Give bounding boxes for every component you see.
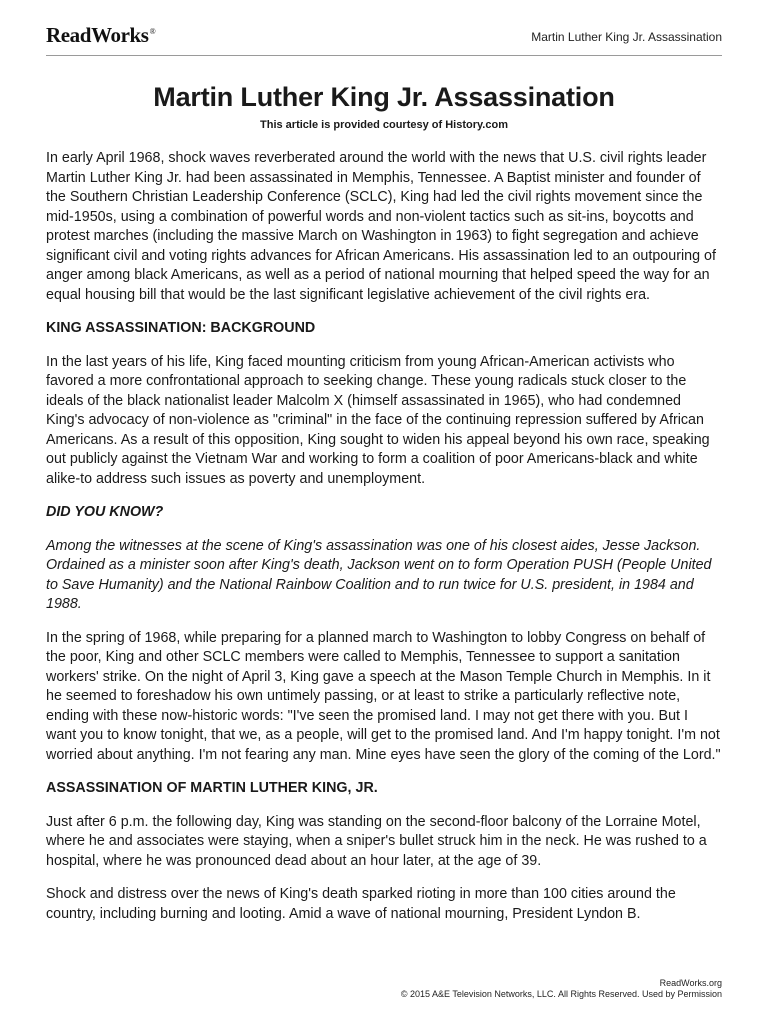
heading-background: KING ASSASSINATION: BACKGROUND (46, 320, 316, 336)
logo-text: ReadWorks (46, 23, 149, 47)
paragraph-intro: In early April 1968, shock waves reverberated around the world with the news that U.S. civil rights leader Martin Luther King Jr. had been assassinated in Memphis, Tennessee. A Baptist minister and founder of the Southern Christian Leadership Conference (SCLC), King had led the civil rights movement since the mid-1950s, using a combination of powerful words and non-violent tactics such as sit-ins, boycotts and protest marches (including the massive March on Washington in 1963) to fight segregation and achieve significant civil and voting rights advances for African Americans. His assassination led to an outpouring of anger among black Americans, as well as a period of national mourning that helped speed the way for an equal housing bill that would be the last significant legislative achievement of the civil rights era. (46, 150, 716, 303)
readworks-logo (46, 25, 155, 46)
paragraph-background: In the last years of his life, King faced mounting criticism from young African-American activists who favored a more confrontational approach to seeking change. These young radicals stuck closer to the ideals of the black nationalist leader Malcolm X (himself assassinated in 1965), who had condemned King's advocacy of non-violence as "criminal" in the face of the continuing repression suffered by African Americans. As a result of this opposition, King sought to widen his appeal beyond his own race, speaking out publicly against the Vietnam War and working to form a coalition of poor Americans-black and white alike-to address such issues as poverty and unemployment. (46, 353, 710, 487)
paragraph-aftermath: Shock and distress over the news of King's death sparked rioting in more than 100 cities around the country, including burning and looting. Amid a wave of national mourning, President Lyndon B. (46, 886, 676, 922)
registered-mark: ® (149, 27, 156, 36)
running-title: Martin Luther King Jr. Assassination (531, 30, 722, 44)
page-header (0, 0, 768, 56)
footer-copyright: © 2015 A&E Television Networks, LLC. All Rights Reserved. Used by Permission (400, 989, 722, 999)
article-title: Martin Luther King Jr. Assassination (153, 82, 615, 112)
did-you-know-text: Among the witnesses at the scene of King's assassination was one of his closest aides, Jesse Jackson. Ordained as a minister soon after King's death, Jackson went on to form Operation PUSH (People United to Save Humanity) and the National Rainbow Coalition and to run twice for U.S. president, in 1984 and 1988. (46, 537, 712, 612)
paragraph-memphis: In the spring of 1968, while preparing for a planned march to Washington to lobby Congress on behalf of the poor, King and other SCLC members were called to Memphis, Tennessee to support a sanitation workers' strike. On the night of April 3, King gave a speech at the Mason Temple Church in Memphis. In it he seemed to foreshadow his own untimely passing, or at least to strike a particularly reflective note, ending with these now-historic words: "I've seen the promised land. I may not get there with you. But I want you to know tonight, that we, as a people, will get to the promised land. And I'm happy tonight. I'm not worried about anything. I'm not fearing any man. Mine eyes have seen the glory of the coming of the Lord." (46, 629, 721, 763)
footer-site: ReadWorks.org (659, 978, 722, 988)
heading-assassination: ASSASSINATION OF MARTIN LUTHER KING, JR. (46, 780, 378, 796)
article-source-credit: This article is provided courtesy of History.com (260, 119, 508, 131)
paragraph-assassination: Just after 6 p.m. the following day, King was standing on the second-floor balcony of the Lorraine Motel, where he and associates were staying, when a sniper's bullet struck him in the neck. He was rushed to a hospital, where he was pronounced dead about an hour later, at the age of 39. (46, 813, 707, 869)
header-divider (46, 55, 722, 56)
page-footer (401, 978, 722, 1000)
heading-did-you-know: DID YOU KNOW? (46, 504, 164, 520)
article-body (46, 149, 722, 938)
